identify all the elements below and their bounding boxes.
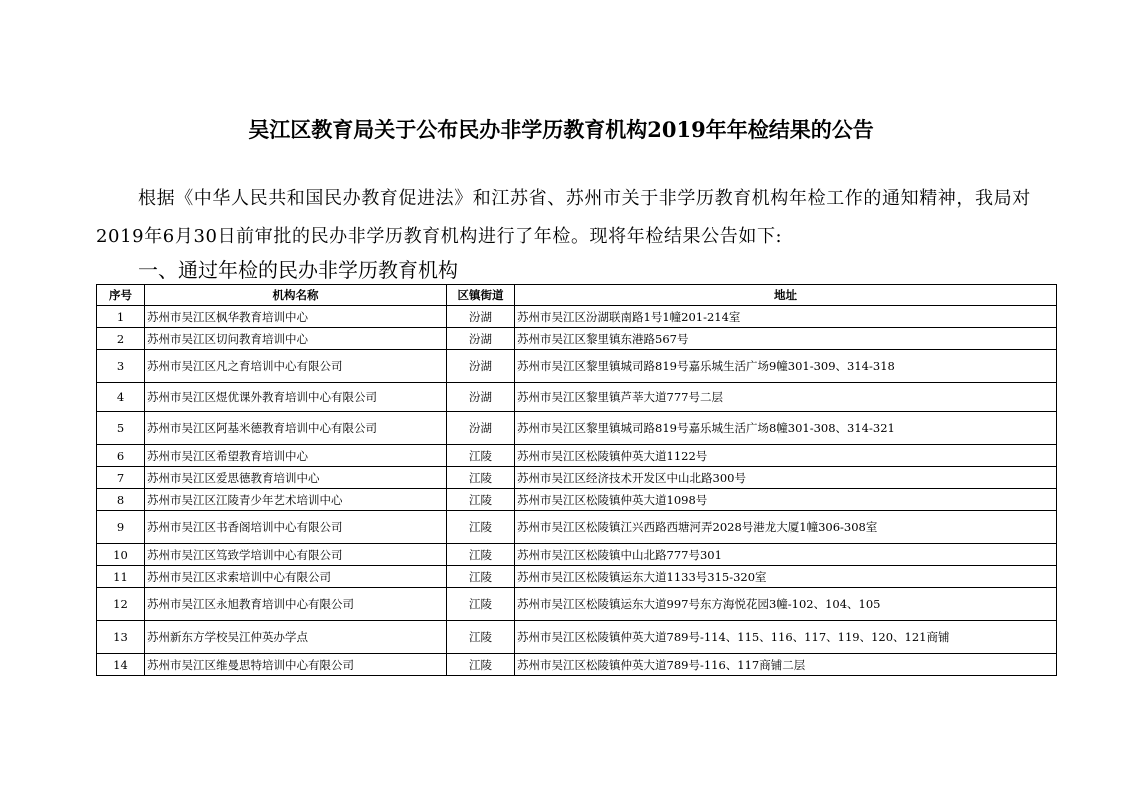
row-district: 汾湖 (447, 412, 515, 445)
row-district: 江陵 (447, 566, 515, 588)
row-district: 江陵 (447, 445, 515, 467)
row-name: 苏州市吴江区切问教育培训中心 (145, 328, 447, 350)
row-district: 江陵 (447, 654, 515, 676)
row-name: 苏州市吴江区凡之育培训中心有限公司 (145, 350, 447, 383)
row-address: 苏州市吴江区松陵镇仲英大道1098号 (515, 489, 1057, 511)
row-name: 苏州市吴江区永旭教育培训中心有限公司 (145, 588, 447, 621)
row-address: 苏州市吴江区汾湖联南路1号1幢201-214室 (515, 306, 1057, 328)
row-district: 江陵 (447, 489, 515, 511)
row-address: 苏州市吴江区松陵镇江兴西路西塘河弄2028号港龙大厦1幢306-308室 (515, 511, 1057, 544)
table-row (97, 566, 1057, 588)
table-row (97, 654, 1057, 676)
row-district: 江陵 (447, 588, 515, 621)
header-index: 序号 (97, 285, 145, 306)
header-district: 区镇街道 (447, 285, 515, 306)
row-address: 苏州市吴江区松陵镇运东大道997号东方海悦花园3幢-102、104、105 (515, 588, 1057, 621)
table-row (97, 489, 1057, 511)
row-index: 12 (97, 588, 145, 621)
row-address: 苏州市吴江区松陵镇仲英大道789号-116、117商铺二层 (515, 654, 1057, 676)
row-index: 10 (97, 544, 145, 566)
row-index: 5 (97, 412, 145, 445)
row-name: 苏州市吴江区爱思德教育培训中心 (145, 467, 447, 489)
row-name: 苏州市吴江区阿基米德教育培训中心有限公司 (145, 412, 447, 445)
row-name: 苏州市吴江区笃致学培训中心有限公司 (145, 544, 447, 566)
row-address: 苏州市吴江区松陵镇中山北路777号301 (515, 544, 1057, 566)
table-row (97, 350, 1057, 383)
row-district: 汾湖 (447, 306, 515, 328)
header-name: 机构名称 (145, 285, 447, 306)
row-name: 苏州市吴江区书香阁培训中心有限公司 (145, 511, 447, 544)
row-name: 苏州市吴江区求索培训中心有限公司 (145, 566, 447, 588)
row-address: 苏州市吴江区松陵镇仲英大道1122号 (515, 445, 1057, 467)
row-index: 3 (97, 350, 145, 383)
row-address: 苏州市吴江区松陵镇运东大道1133号315-320室 (515, 566, 1057, 588)
row-index: 2 (97, 328, 145, 350)
row-name: 苏州市吴江区希望教育培训中心 (145, 445, 447, 467)
row-address: 苏州市吴江区黎里镇东港路567号 (515, 328, 1057, 350)
row-district: 汾湖 (447, 350, 515, 383)
row-index: 13 (97, 621, 145, 654)
row-name: 苏州市吴江区维曼思特培训中心有限公司 (145, 654, 447, 676)
table-row (97, 383, 1057, 412)
table-row (97, 467, 1057, 489)
row-index: 6 (97, 445, 145, 467)
table-row (97, 445, 1057, 467)
section-heading: 一、通过年检的民办非学历教育机构 (138, 258, 458, 282)
row-index: 14 (97, 654, 145, 676)
table-row (97, 306, 1057, 328)
row-index: 11 (97, 566, 145, 588)
row-name: 苏州市吴江区煜优课外教育培训中心有限公司 (145, 383, 447, 412)
table-header-row (97, 285, 1057, 306)
document-title: 吴江区教育局关于公布民办非学历教育机构2019年年检结果的公告 (248, 117, 874, 142)
table-row (97, 621, 1057, 654)
row-district: 江陵 (447, 544, 515, 566)
row-index: 7 (97, 467, 145, 489)
row-index: 9 (97, 511, 145, 544)
intro-paragraph: 根据《中华人民共和国民办教育促进法》和江苏省、苏州市关于非学历教育机构年检工作的通知精神，我局对2019年6月30日前审批的民办非学历教育机构进行了年检。现将年检结果公告如下: (96, 188, 1031, 247)
table-row (97, 328, 1057, 350)
row-district: 江陵 (447, 511, 515, 544)
table-row (97, 511, 1057, 544)
header-address: 地址 (515, 285, 1057, 306)
row-district: 江陵 (447, 467, 515, 489)
table-row (97, 588, 1057, 621)
row-address: 苏州市吴江区经济技术开发区中山北路300号 (515, 467, 1057, 489)
row-district: 汾湖 (447, 328, 515, 350)
row-index: 1 (97, 306, 145, 328)
row-district: 汾湖 (447, 383, 515, 412)
table-row (97, 412, 1057, 445)
row-address: 苏州市吴江区黎里镇城司路819号嘉乐城生活广场8幢301-308、314-321 (515, 412, 1057, 445)
row-name: 苏州市吴江区江陵青少年艺术培训中心 (145, 489, 447, 511)
row-district: 江陵 (447, 621, 515, 654)
row-address: 苏州市吴江区黎里镇芦莘大道777号二层 (515, 383, 1057, 412)
table-row (97, 544, 1057, 566)
row-address: 苏州市吴江区松陵镇仲英大道789号-114、115、116、117、119、120、121商铺 (515, 621, 1057, 654)
institutions-table (96, 284, 1057, 676)
row-name: 苏州新东方学校吴江仲英办学点 (145, 621, 447, 654)
row-address: 苏州市吴江区黎里镇城司路819号嘉乐城生活广场9幢301-309、314-318 (515, 350, 1057, 383)
row-index: 8 (97, 489, 145, 511)
row-name: 苏州市吴江区枫华教育培训中心 (145, 306, 447, 328)
row-index: 4 (97, 383, 145, 412)
